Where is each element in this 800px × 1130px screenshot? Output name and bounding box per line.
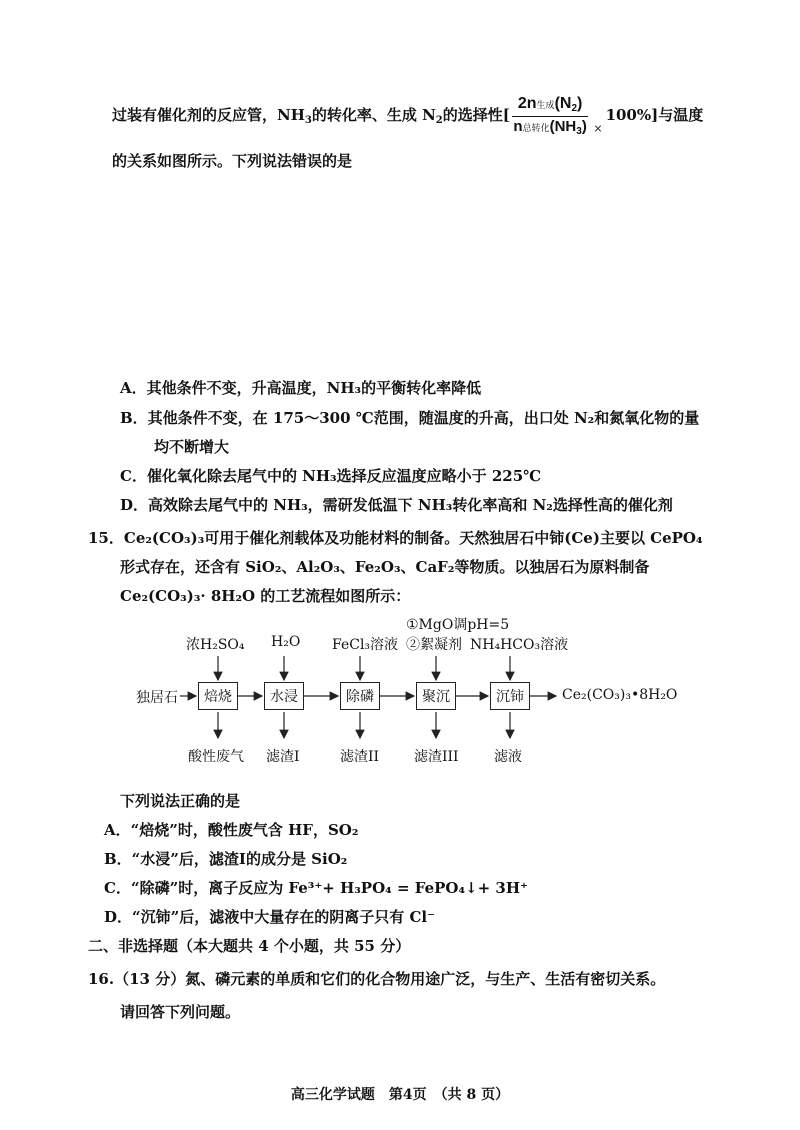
q14-intro-text-a: 过装有催化剂的反应管，NH	[112, 106, 305, 124]
flow-step-roasting: 焙烧	[198, 682, 238, 710]
num-species: (N	[554, 95, 572, 112]
flow-input-3: FeCl₃溶液	[332, 637, 399, 653]
flow-output-2: 滤渣I	[266, 749, 300, 765]
q15-option-d: D．“沉铈”后，滤液中大量存在的阴离子只有 Cl⁻	[104, 908, 436, 926]
q15-option-b: B．“水浸”后，滤渣Ⅰ的成分是 SiO₂	[104, 850, 348, 868]
q15-prompt: 下列说法正确的是	[120, 792, 241, 810]
num-subscript: 生成	[536, 100, 555, 110]
q16-line1: 16.（13 分）氮、磷元素的单质和它们的化合物用途广泛，与生产、生活有密切关系。	[88, 970, 666, 988]
q14-option-b-line2: 均不断增大	[154, 438, 230, 456]
q14-intro-text-b: 的转化率、生成 N	[311, 106, 436, 124]
den-subscript: 总转化	[522, 123, 550, 133]
q14-option-b-line1: B．其他条件不变，在 175～300 ℃范围，随温度的升高，出口处 N₂和氮氧化物的量	[120, 409, 700, 427]
flow-input-5: NH₄HCO₃溶液	[470, 637, 569, 653]
q15-option-c: C．“除磷”时，离子反应为 Fe³⁺+ H₃PO₄ = FePO₄↓+ 3H⁺	[104, 879, 528, 897]
flow-input-1: 浓H₂SO₄	[186, 637, 245, 653]
process-flowchart	[120, 612, 720, 782]
flow-output-4: 滤渣III	[414, 749, 459, 765]
den-species: (NH	[549, 118, 577, 135]
q15-option-a: A．“焙烧”时，酸性废气含 HF，SO₂	[104, 821, 359, 839]
flow-step-water-leach: 水浸	[264, 682, 304, 710]
flow-output-1: 酸性废气	[188, 749, 244, 765]
flow-input-4: ②絮凝剂	[406, 637, 462, 653]
q14-option-a: A．其他条件不变，升高温度，NH₃的平衡转化率降低	[120, 379, 482, 397]
flow-product-label: Ce₂(CO₃)₃•8H₂O	[562, 687, 678, 703]
q15-line1: 15．Ce₂(CO₃)₃可用于催化剂载体及功能材料的制备。天然独居石中铈(Ce)主要以 CePO₄	[88, 529, 703, 547]
q14-intro-line1	[112, 94, 703, 138]
subscript: 2	[435, 115, 443, 126]
flow-input-2: H₂O	[271, 634, 301, 650]
q16-line2: 请回答下列问题。	[120, 1003, 241, 1021]
den-close: )	[581, 118, 587, 135]
num-close: )	[577, 95, 583, 112]
flow-output-3: 滤渣II	[340, 749, 380, 765]
flow-start-label: 独居石	[136, 690, 178, 706]
den-var: n	[513, 118, 523, 135]
selectivity-formula	[512, 94, 588, 138]
flow-step-flocculate: 聚沉	[416, 682, 456, 710]
num-coef: 2n	[517, 95, 537, 112]
times-symbol: ×	[593, 122, 603, 135]
flow-input-extra: ①MgO调pH=5	[406, 617, 510, 633]
flow-step-dephosphorize: 除磷	[340, 682, 380, 710]
q14-intro-text-c: 的选择性[	[442, 106, 510, 124]
subscript: 3	[576, 126, 582, 137]
q14-option-d: D．高效除去尾气中的 NH₃，需研发低温下 NH₃转化率高和 N₂选择性高的催化剂	[120, 496, 673, 514]
subscript: 2	[571, 103, 578, 114]
formula-numerator	[512, 94, 588, 117]
q14-option-c: C．催化氧化除去尾气中的 NH₃选择反应温度应略小于 225℃	[120, 467, 542, 485]
subscript: 3	[304, 115, 312, 126]
page-footer: 高三化学试题 第4页 （共 8 页）	[290, 1087, 510, 1103]
q15-line3: Ce₂(CO₃)₃· 8H₂O 的工艺流程如图所示：	[120, 587, 411, 605]
section-heading: 二、非选择题（本大题共 4 个小题，共 55 分）	[88, 937, 411, 955]
flow-step-precipitate-ce: 沉铈	[490, 682, 530, 710]
q14-intro-line2: 的关系如图所示。下列说法错误的是	[112, 152, 353, 170]
q14-intro-text-d: 100%]与温度	[605, 106, 704, 124]
flow-output-5: 滤液	[494, 749, 522, 765]
q15-line2: 形式存在，还含有 SiO₂、Al₂O₃、Fe₂O₃、CaF₂等物质。以独居石为原料制备	[120, 558, 650, 576]
formula-denominator	[512, 117, 588, 138]
